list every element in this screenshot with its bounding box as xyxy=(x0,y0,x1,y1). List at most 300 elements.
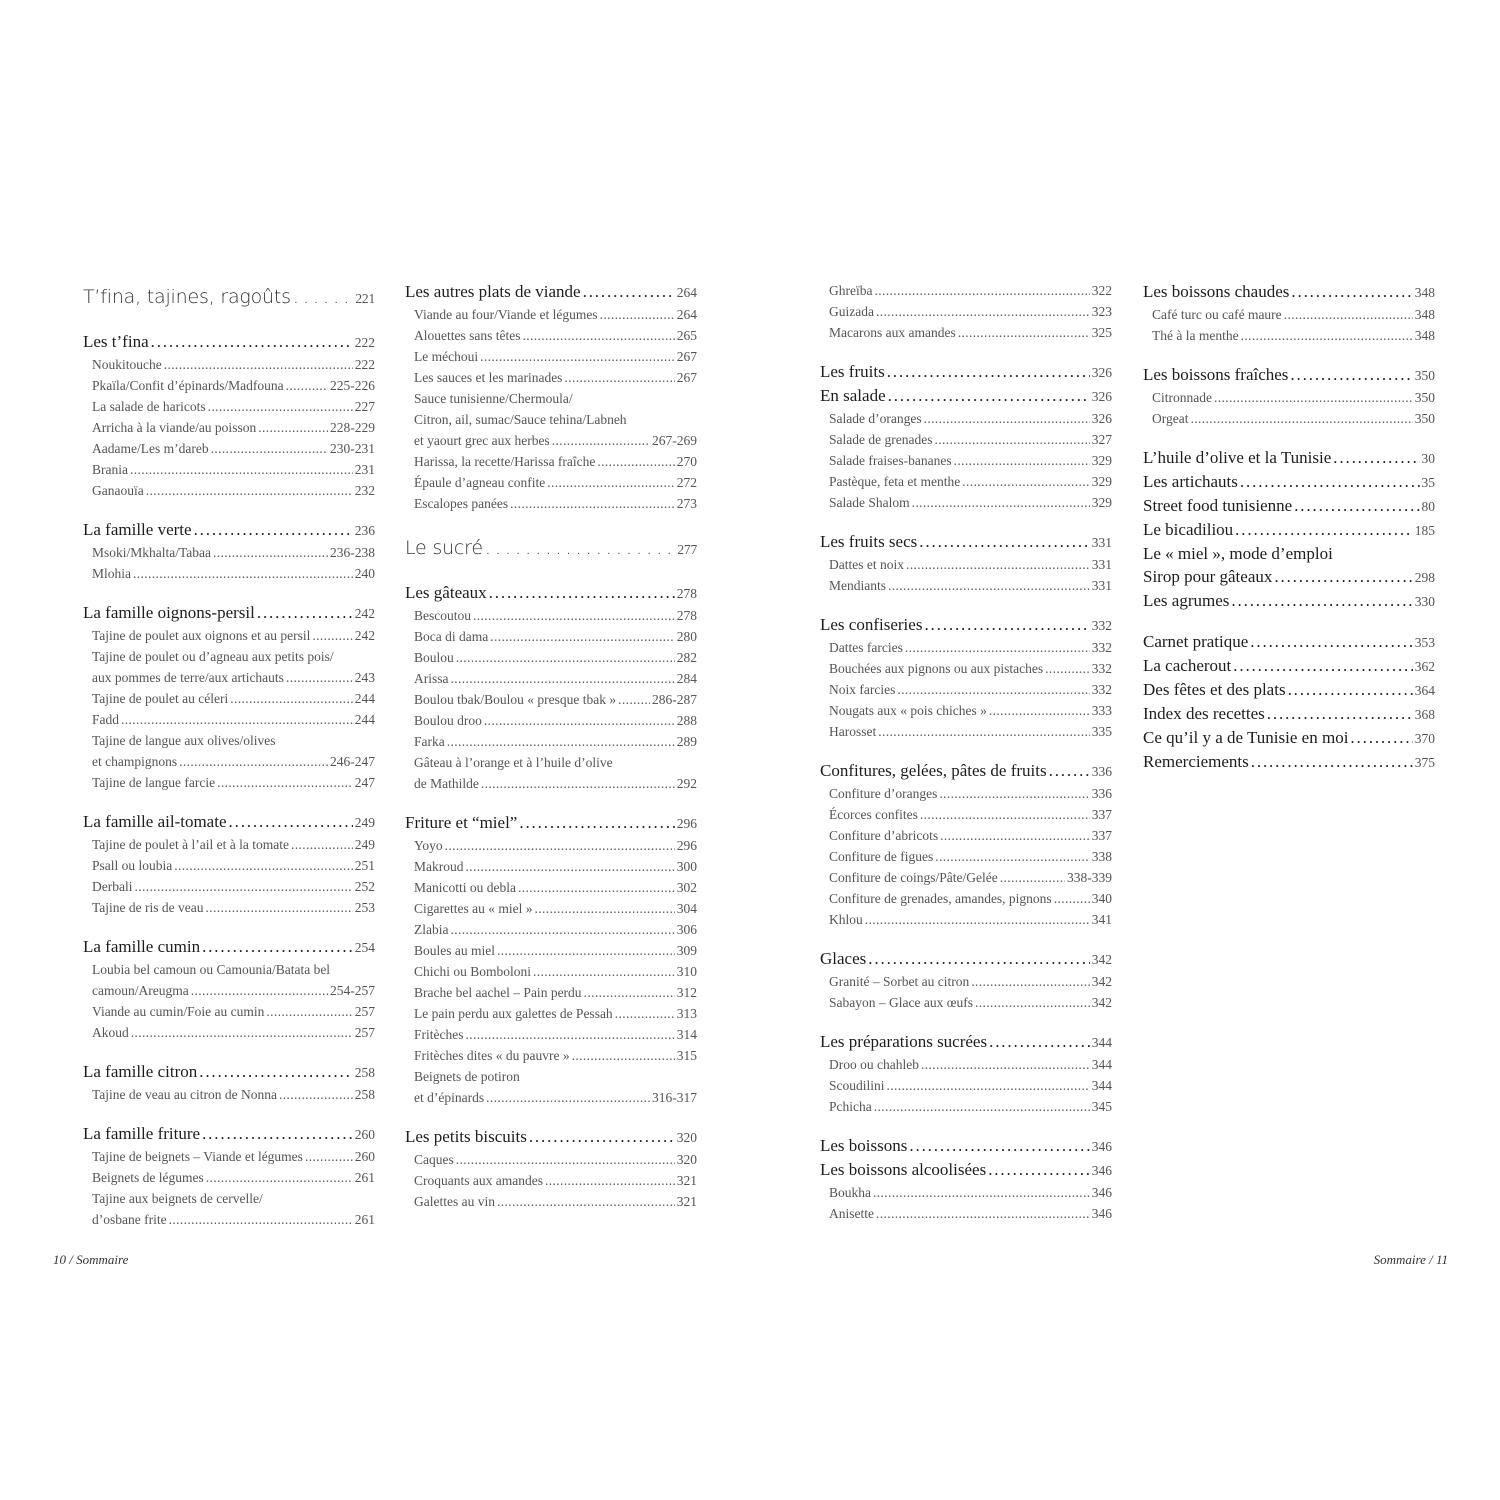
page-number: 273 xyxy=(676,496,697,511)
toc-column-2 xyxy=(405,280,697,1229)
toc-section xyxy=(83,1060,375,1084)
toc-entry xyxy=(820,700,1112,721)
dot-leader xyxy=(1240,470,1420,493)
entry-title: Confiture de coings/Pâte/Gelée xyxy=(829,870,998,885)
page-number: 375 xyxy=(1414,755,1435,770)
page-number: 228-229 xyxy=(330,420,375,435)
dot-leader xyxy=(1350,726,1412,749)
toc-entry xyxy=(820,825,1112,846)
page-number: 353 xyxy=(1414,635,1435,650)
toc-section xyxy=(83,810,375,834)
toc-section xyxy=(820,613,1112,637)
page-number: 267-269 xyxy=(652,433,697,448)
page-number: 314 xyxy=(676,1027,697,1042)
toc-entry xyxy=(820,408,1112,429)
toc-entry xyxy=(83,855,375,876)
dot-leader xyxy=(989,1030,1090,1053)
chapter-group xyxy=(83,280,375,316)
page-number: 323 xyxy=(1091,304,1112,319)
toc-section xyxy=(1143,542,1435,565)
toc-entry xyxy=(1143,387,1435,408)
page-number: 278 xyxy=(676,608,697,623)
toc-entry xyxy=(405,668,697,689)
page-number: 337 xyxy=(1091,828,1112,843)
page-number: 288 xyxy=(676,713,697,728)
entry-title: La famille friture xyxy=(83,1124,201,1143)
page-number: 236 xyxy=(354,523,375,538)
toc-section-group xyxy=(820,530,1112,596)
toc-section xyxy=(1143,518,1435,542)
dot-leader xyxy=(518,877,675,898)
toc-section-group xyxy=(820,1134,1112,1224)
dot-leader xyxy=(618,689,650,710)
dot-leader xyxy=(1049,759,1090,782)
toc-section xyxy=(1143,589,1435,613)
page-number: 282 xyxy=(676,650,697,665)
dot-leader xyxy=(919,530,1089,553)
page-number: 30 xyxy=(1421,451,1435,466)
toc-section xyxy=(1143,702,1435,726)
entry-title: Les t’fina xyxy=(83,332,149,351)
page-number: 258 xyxy=(354,1065,375,1080)
entry-title: Akoud xyxy=(92,1025,129,1040)
page-number: 337 xyxy=(1091,807,1112,822)
entry-title: Boulou droo xyxy=(414,713,482,728)
page-number: 310 xyxy=(676,964,697,979)
toc-column-1 xyxy=(83,280,375,1247)
dot-leader xyxy=(921,1054,1090,1075)
entry-title: Dattes et noix xyxy=(829,557,904,572)
page-number: 261 xyxy=(354,1212,375,1227)
dot-leader xyxy=(257,601,353,624)
dot-leader xyxy=(490,626,675,647)
toc-section xyxy=(1143,678,1435,702)
toc-entry-continued: Beignets de potiron xyxy=(414,1069,520,1084)
page-number: 249 xyxy=(354,837,375,852)
dot-leader xyxy=(497,1191,675,1212)
toc-entry xyxy=(820,280,1112,301)
page-number: 321 xyxy=(676,1194,697,1209)
dot-leader xyxy=(484,710,675,731)
toc-entry xyxy=(820,1096,1112,1117)
entry-title: La cacherout xyxy=(1143,656,1232,675)
toc-entry xyxy=(83,667,375,688)
dot-leader xyxy=(935,846,1090,867)
entry-title: Orgeat xyxy=(1152,411,1189,426)
dot-leader xyxy=(473,605,675,626)
page-number: 327 xyxy=(1091,432,1112,447)
entry-title: Les gâteaux xyxy=(405,583,487,602)
toc-section xyxy=(1143,363,1435,387)
page-number: 332 xyxy=(1091,640,1112,655)
entry-title: Caques xyxy=(414,1152,454,1167)
toc-entry xyxy=(83,563,375,584)
dot-leader xyxy=(924,613,1089,636)
entry-title: Tajine de ris de veau xyxy=(92,900,204,915)
toc-entry xyxy=(820,888,1112,909)
entry-title: Le pain perdu aux galettes de Pessah xyxy=(414,1006,613,1021)
toc-section-group xyxy=(820,613,1112,742)
page-number: 330 xyxy=(1414,594,1435,609)
page-number: 333 xyxy=(1091,703,1112,718)
page-number: 254-257 xyxy=(330,983,375,998)
toc-entry xyxy=(820,492,1112,513)
page-number: 338 xyxy=(1091,849,1112,864)
dot-leader xyxy=(229,810,353,833)
dot-leader xyxy=(545,1170,675,1191)
entry-title: Farka xyxy=(414,734,445,749)
entry-title: En salade xyxy=(820,386,886,405)
entry-title: Confiture de figues xyxy=(829,849,934,864)
toc-entry xyxy=(1143,325,1435,346)
dot-leader xyxy=(1333,446,1419,469)
toc-entry xyxy=(405,493,697,514)
page-number: 342 xyxy=(1091,952,1112,967)
toc-entry xyxy=(405,430,697,451)
entry-title: Tajine de beignets – Viande et légumes xyxy=(92,1149,303,1164)
entry-title: Glaces xyxy=(820,949,867,968)
page-number: 350 xyxy=(1414,368,1435,383)
dot-leader xyxy=(878,721,1090,742)
toc-entry xyxy=(83,1001,375,1022)
entry-title: Les petits biscuits xyxy=(405,1127,527,1146)
page-number: 227 xyxy=(354,399,375,414)
entry-title: Les sauces et les marinades xyxy=(414,370,563,385)
toc-entry xyxy=(820,637,1112,658)
entry-title: Nougats aux « pois chiches » xyxy=(829,703,987,718)
dot-leader xyxy=(1235,518,1413,541)
page-number: 286-287 xyxy=(652,692,697,707)
dot-leader xyxy=(191,980,328,1001)
entry-title: Ce qu’il y a de Tunisie en moi xyxy=(1143,728,1349,747)
entry-title: Les autres plats de viande xyxy=(405,282,581,301)
dot-leader xyxy=(445,835,675,856)
toc-entry xyxy=(405,961,697,982)
page-number: 284 xyxy=(676,671,697,686)
entry-title: La famille ail-tomate xyxy=(83,812,227,831)
toc-entry xyxy=(405,1170,697,1191)
toc-section xyxy=(820,360,1112,384)
toc-entry xyxy=(820,846,1112,867)
page-number: 244 xyxy=(354,691,375,706)
page-number: 336 xyxy=(1091,764,1112,779)
entry-title: Dattes farcies xyxy=(829,640,903,655)
dot-leader xyxy=(887,360,1090,383)
dot-leader xyxy=(497,940,675,961)
page-number: 80 xyxy=(1421,499,1435,514)
entry-title: Boulou tbak/Boulou « presque tbak » xyxy=(414,692,617,707)
page-number: 326 xyxy=(1091,411,1112,426)
page-number: 312 xyxy=(676,985,697,1000)
dot-leader xyxy=(989,700,1090,721)
toc-section-group xyxy=(820,1030,1112,1117)
entry-title: La famille verte xyxy=(83,520,192,539)
dot-leader xyxy=(971,971,1090,992)
toc-entry-continued: Sauce tunisienne/Chermoula/ xyxy=(414,391,573,406)
toc-section xyxy=(1143,494,1435,518)
entry-title: Le « miel », mode d’emploi xyxy=(1143,544,1333,563)
dot-leader xyxy=(208,396,353,417)
entry-title: Les boissons chaudes xyxy=(1143,282,1290,301)
entry-title: Arissa xyxy=(414,671,449,686)
toc-entry xyxy=(83,438,375,459)
toc-entry xyxy=(820,575,1112,596)
page-number: 296 xyxy=(676,838,697,853)
dot-leader xyxy=(450,919,674,940)
page-number: 302 xyxy=(676,880,697,895)
dot-leader xyxy=(939,783,1089,804)
dot-leader xyxy=(1267,702,1413,725)
toc-chapter xyxy=(83,280,375,316)
entry-title: Le méchoui xyxy=(414,349,479,364)
toc-entry xyxy=(83,396,375,417)
toc-entry xyxy=(83,1167,375,1188)
toc-entry-continued: Loubia bel camoun ou Camounia/Batata bel xyxy=(92,962,331,977)
footer-left-folio: 10 / Sommaire xyxy=(53,1252,129,1267)
entry-title: d’osbane frite xyxy=(92,1212,167,1227)
page-number: 346 xyxy=(1091,1185,1112,1200)
toc-entry xyxy=(820,679,1112,700)
dot-leader xyxy=(121,709,353,730)
toc-entry xyxy=(405,689,697,710)
toc-entry xyxy=(405,1003,697,1024)
toc-section-group xyxy=(405,280,697,514)
page-number: 264 xyxy=(676,285,697,300)
page-number: 298 xyxy=(1414,570,1435,585)
page-number: 316-317 xyxy=(652,1090,697,1105)
toc-entry xyxy=(820,1203,1112,1224)
dot-leader xyxy=(920,804,1090,825)
toc-section-group xyxy=(83,518,375,584)
entry-title: La salade de haricots xyxy=(92,399,206,414)
page-number: 242 xyxy=(354,628,375,643)
entry-title: La famille oignons-persil xyxy=(83,603,255,622)
entry-title: Carnet pratique xyxy=(1143,632,1249,651)
dot-leader xyxy=(572,1045,675,1066)
dot-leader xyxy=(906,554,1090,575)
dot-leader xyxy=(489,581,675,604)
page-number: 257 xyxy=(354,1004,375,1019)
dot-leader xyxy=(962,471,1090,492)
toc-entry xyxy=(405,773,697,794)
dot-leader xyxy=(174,855,353,876)
dot-leader xyxy=(868,947,1089,970)
toc-entry xyxy=(405,877,697,898)
entry-title: Noix farcies xyxy=(829,682,896,697)
toc-entry xyxy=(83,480,375,501)
toc-entry xyxy=(820,554,1112,575)
page-number: 267 xyxy=(676,370,697,385)
dot-leader xyxy=(266,1001,352,1022)
toc-entry-continued: Tajine de langue aux olives/olives xyxy=(92,733,276,748)
dot-leader xyxy=(279,1084,353,1105)
dot-leader xyxy=(456,647,675,668)
toc-entry xyxy=(1143,408,1435,429)
toc-entry xyxy=(405,982,697,1003)
page-number: 35 xyxy=(1421,475,1435,490)
entry-title: Les boissons alcoolisées xyxy=(820,1160,987,1179)
toc-entry xyxy=(820,1075,1112,1096)
page-number: 232 xyxy=(354,483,375,498)
entry-title: Épaule d’agneau confite xyxy=(414,475,546,490)
toc-entry xyxy=(820,471,1112,492)
entry-title: Aadame/Les m’dareb xyxy=(92,441,209,456)
entry-title: Boca di dama xyxy=(414,629,489,644)
page-number: 251 xyxy=(354,858,375,873)
entry-title: Fritèches dites « du pauvre » xyxy=(414,1048,570,1063)
dot-leader xyxy=(615,1003,675,1024)
entry-title: Confiture d’abricots xyxy=(829,828,939,843)
entry-title: Boules au miel xyxy=(414,943,495,958)
toc-entry xyxy=(405,710,697,731)
entry-title: Boukha xyxy=(829,1185,871,1200)
dot-leader xyxy=(481,773,675,794)
dot-leader xyxy=(217,772,353,793)
page-number: 242 xyxy=(354,606,375,621)
dot-leader xyxy=(1000,867,1065,888)
toc-section xyxy=(1143,565,1435,589)
entry-title: La famille cumin xyxy=(83,937,201,956)
toc-section-group xyxy=(83,330,375,501)
toc-entry xyxy=(405,367,697,388)
page-number: 368 xyxy=(1414,707,1435,722)
page-number: 258 xyxy=(354,1087,375,1102)
toc-entry xyxy=(83,625,375,646)
dot-leader xyxy=(291,834,353,855)
toc-section-group xyxy=(820,947,1112,1013)
dot-leader xyxy=(909,1134,1089,1157)
entry-title: Mlohia xyxy=(92,566,131,581)
toc-entry xyxy=(83,1022,375,1043)
entry-title: Fritèches xyxy=(414,1027,464,1042)
toc-entry xyxy=(820,429,1112,450)
entry-title: Harissa, la recette/Harissa fraîche xyxy=(414,454,596,469)
toc-section xyxy=(405,811,697,835)
page-number: 289 xyxy=(676,734,697,749)
toc-section xyxy=(820,1030,1112,1054)
entry-title: Khlou xyxy=(829,912,863,927)
entry-title: Les boissons xyxy=(820,1136,908,1155)
page-number: 240 xyxy=(354,566,375,581)
toc-entry xyxy=(83,1209,375,1230)
dot-leader xyxy=(584,982,675,1003)
page-number: 185 xyxy=(1414,523,1435,538)
dot-leader xyxy=(1191,408,1413,429)
toc-entry xyxy=(83,1084,375,1105)
dot-leader xyxy=(169,1209,353,1230)
dot-leader xyxy=(1045,658,1090,679)
toc-entry xyxy=(83,417,375,438)
page-number: 278 xyxy=(676,586,697,601)
toc-section-group xyxy=(405,581,697,794)
footer-right-folio: Sommaire / 11 xyxy=(1373,1252,1448,1267)
toc-entry xyxy=(820,721,1112,742)
page-number: 321 xyxy=(676,1173,697,1188)
toc-entry-continued: Tajine aux beignets de cervelle/ xyxy=(92,1191,263,1206)
page-number: 222 xyxy=(354,335,375,350)
dot-leader xyxy=(924,408,1090,429)
entry-title: Cigarettes au « miel » xyxy=(414,901,533,916)
page-number: 246-247 xyxy=(330,754,375,769)
toc-section xyxy=(1143,280,1435,304)
toc-entry-continued: Citron, ail, sumac/Sauce tehina/Labneh xyxy=(414,412,627,427)
dot-leader xyxy=(876,301,1090,322)
page-number: 231 xyxy=(354,462,375,477)
entry-title: Beignets de légumes xyxy=(92,1170,204,1185)
toc-entry xyxy=(83,897,375,918)
page-number: 325 xyxy=(1091,325,1112,340)
toc-entry xyxy=(405,647,697,668)
entry-title: Salade de grenades xyxy=(829,432,933,447)
toc-section-group xyxy=(83,1122,375,1230)
entry-title: Brache bel aachel – Pain perdu xyxy=(414,985,582,1000)
dot-leader xyxy=(1291,280,1412,303)
dot-leader xyxy=(486,1087,650,1108)
page-number: 340 xyxy=(1091,891,1112,906)
entry-title: Tajine de veau au citron de Nonna xyxy=(92,1087,277,1102)
toc-entry xyxy=(405,1024,697,1045)
page-number: 309 xyxy=(676,943,697,958)
dot-leader xyxy=(1288,678,1413,701)
page-number: 249 xyxy=(354,815,375,830)
entry-title: Psall ou loubia xyxy=(92,858,173,873)
toc-column-4 xyxy=(1143,280,1435,791)
page-number: 345 xyxy=(1091,1099,1112,1114)
toc-entry xyxy=(83,375,375,396)
page-number: 306 xyxy=(676,922,697,937)
dot-leader xyxy=(451,668,675,689)
dot-leader xyxy=(202,1122,353,1145)
entry-title: La famille citron xyxy=(83,1062,198,1081)
dot-leader xyxy=(600,304,675,325)
entry-title: Ganaouïa xyxy=(92,483,144,498)
entry-title: Boulou xyxy=(414,650,454,665)
toc-entry xyxy=(820,658,1112,679)
entry-title: Tajine de poulet à l’ail et à la tomate xyxy=(92,837,289,852)
entry-title: Mendiants xyxy=(829,578,886,593)
dot-leader xyxy=(519,811,674,834)
entry-title: Remerciements xyxy=(1143,752,1249,771)
page-number: 350 xyxy=(1414,411,1435,426)
entry-title: Tajine de langue farcie xyxy=(92,775,216,790)
entry-title: Makroud xyxy=(414,859,464,874)
dot-leader xyxy=(552,430,650,451)
entry-title: Guizada xyxy=(829,304,874,319)
toc-entry xyxy=(83,772,375,793)
entry-title: Droo ou chahleb xyxy=(829,1057,919,1072)
dot-leader xyxy=(533,961,675,982)
entry-title: Pastèque, feta et menthe xyxy=(829,474,961,489)
toc-entry xyxy=(405,1087,697,1108)
page-number: 332 xyxy=(1091,682,1112,697)
entry-title: Index des recettes xyxy=(1143,704,1265,723)
chapter-group xyxy=(405,531,697,567)
entry-title: Manicotti ou debla xyxy=(414,880,516,895)
page-number: 335 xyxy=(1091,724,1112,739)
entry-title: Les agrumes xyxy=(1143,591,1230,610)
toc-entry xyxy=(820,804,1112,825)
toc-section xyxy=(1143,726,1435,750)
dot-leader xyxy=(466,1024,675,1045)
page-number: 322 xyxy=(1091,283,1112,298)
toc-section xyxy=(405,1125,697,1149)
toc-entry-continued: Tajine de poulet ou d’agneau aux petits pois/ xyxy=(92,649,334,664)
page-number: 243 xyxy=(354,670,375,685)
dot-leader xyxy=(912,492,1090,513)
dot-leader xyxy=(131,1022,353,1043)
entry-title: et d’épinards xyxy=(414,1090,485,1105)
dot-leader xyxy=(286,375,328,396)
